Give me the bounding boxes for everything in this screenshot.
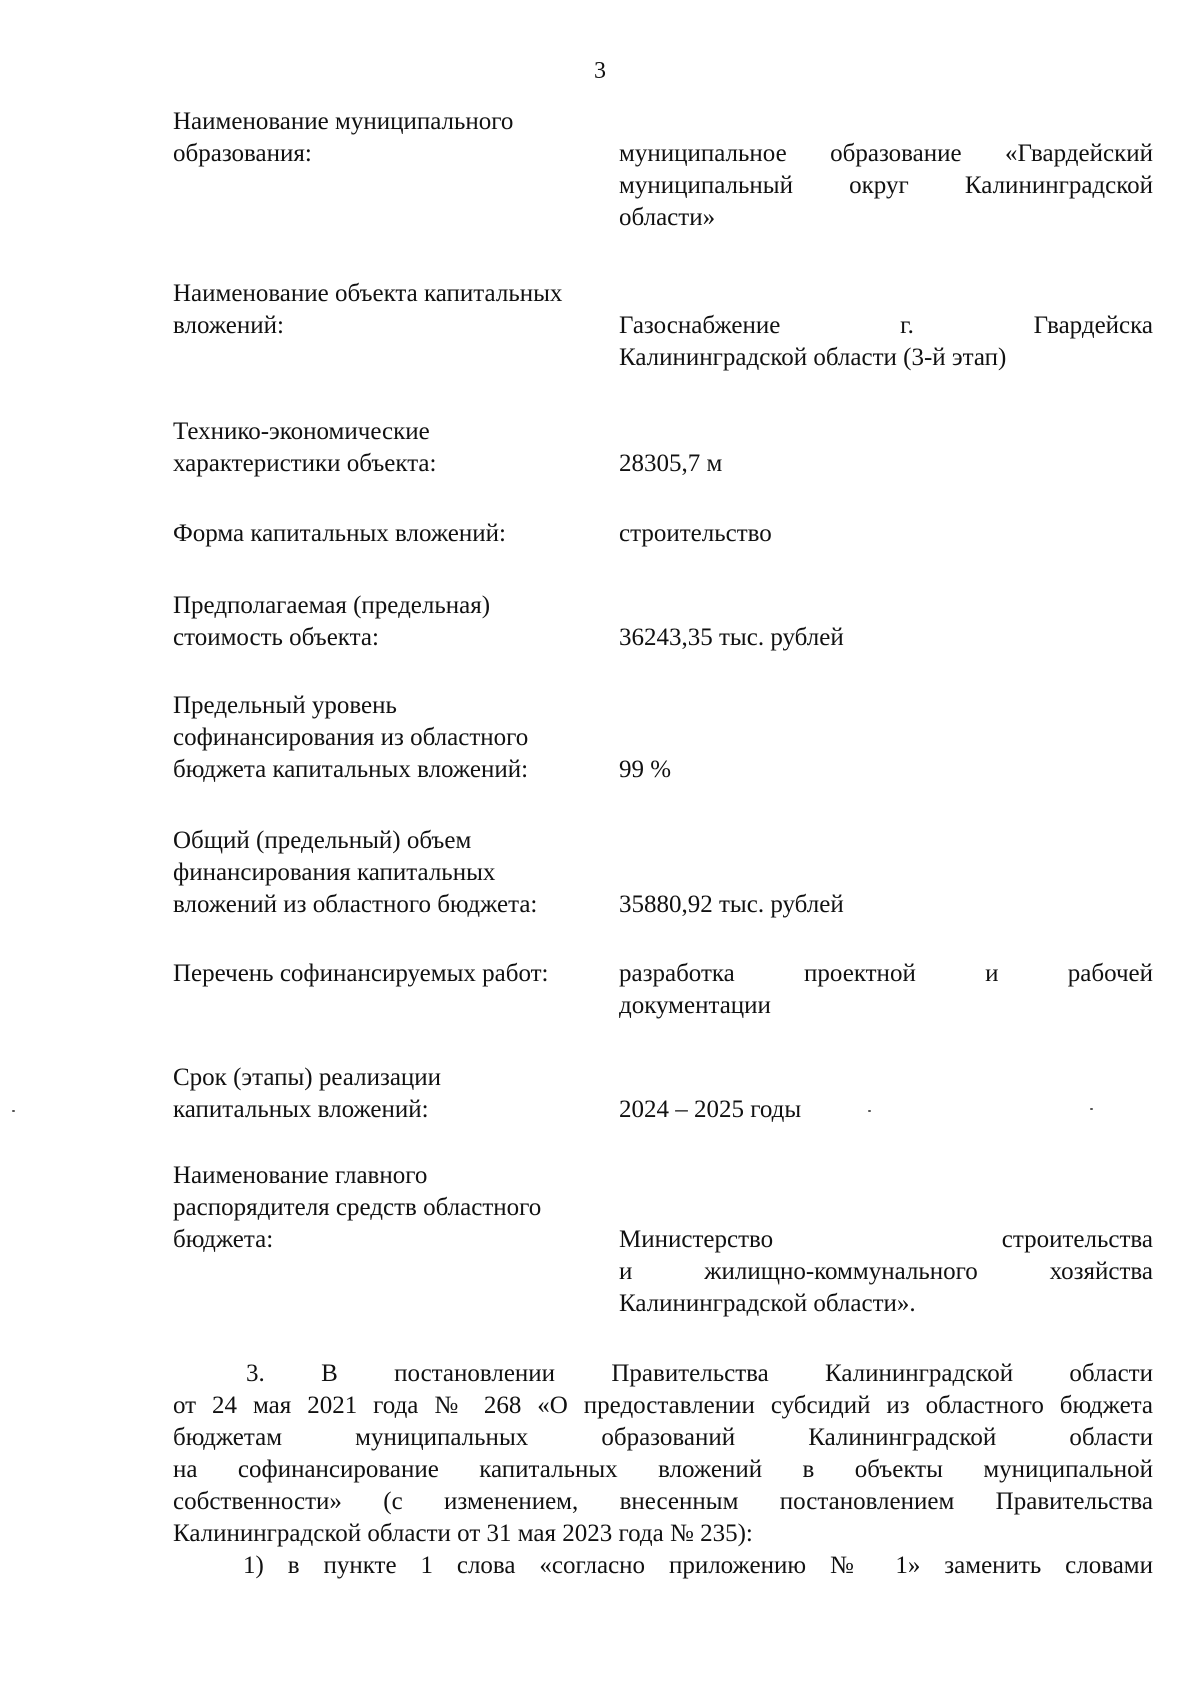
field-value: 35880,92 тыс. рублей — [619, 891, 844, 918]
field-value: 99 % — [619, 756, 672, 783]
field-value: 2024 – 2025 годы — [619, 1096, 802, 1123]
field-label: Предполагаемая (предельная) стоимость объекта: — [173, 592, 491, 651]
page-number: 3 — [594, 58, 606, 84]
field-value: 36243,35 тыс. рублей — [619, 624, 844, 651]
paragraph-3: 3. В постановлении Правительства Калининградской области от 24 мая 2021 года № 268 «О предоставлении субсидий из областного бюджета бюджетам муниципальных образований Калининградской области на софинансирование капитальных вложений в объекты муниципальной собственности» (с изменением, внесенным постановлением Правительства Калининградской области от 31 мая 2023 года № 235): — [173, 1360, 1153, 1547]
field-value: строительство — [619, 520, 772, 547]
field-label: Предельный уровень софинансирования из областного бюджета капитальных вложений: — [173, 692, 529, 783]
field-label: Срок (этапы) реализации капитальных вложений: — [173, 1064, 442, 1123]
scan-speck — [868, 1110, 871, 1112]
field-value: разработка проектной и рабочей документации — [619, 960, 1153, 1019]
field-value: муниципальное образование «Гвардейский муниципальный округ Калининградской области» — [619, 140, 1153, 231]
subparagraph-1: 1) в пункте 1 слова «согласно приложению № 1» заменить словами — [243, 1552, 1153, 1579]
field-label: Наименование главного распорядителя средств областного бюджета: — [173, 1162, 542, 1253]
field-value: Газоснабжение г. Гвардейска Калининградской области (3-й этап) — [619, 312, 1153, 371]
field-label: Перечень софинансируемых работ: — [173, 960, 549, 987]
field-value: Министерство строительства и жилищно-коммунального хозяйства Калининградской области». — [619, 1226, 1153, 1317]
field-value: 28305,7 м — [619, 450, 723, 477]
field-label: Общий (предельный) объем финансирования капитальных вложений из областного бюджета: — [173, 827, 538, 918]
scan-speck — [1090, 1108, 1093, 1110]
field-label: Технико-экономические характеристики объекта: — [173, 418, 437, 477]
scan-speck — [12, 1110, 15, 1112]
field-label: Форма капитальных вложений: — [173, 520, 506, 547]
field-label: Наименование муниципального образования: — [173, 108, 514, 167]
field-label: Наименование объекта капитальных вложений: — [173, 280, 563, 339]
